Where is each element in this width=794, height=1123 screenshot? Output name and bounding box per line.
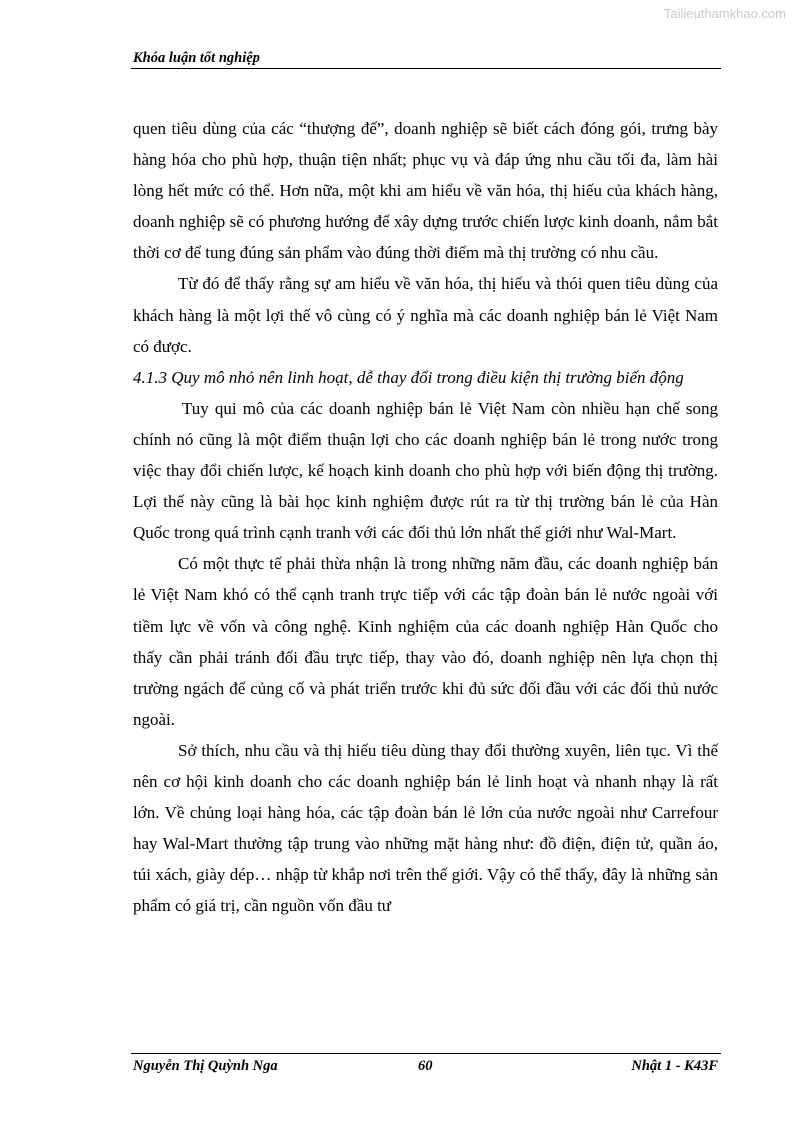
paragraph-5: Sở thích, nhu cầu và thị hiếu tiêu dùng thay đổi thường xuyên, liên tục. Vì thế nên cơ hội kinh doanh cho các doanh nghiệp bán lẻ linh hoạt và nhanh nhạy là rất lớn. Về chủng loại hàng hóa, các tập đoàn bán lẻ lớn của nước ngoài như Carrefour hay Wal-Mart thường tập trung vào những mặt hàng như: đồ điện, điện tử, quần áo, túi xách, giày dép… nhập từ khắp nơi trên thế giới. Vậy có thể thấy, đây là những sản phẩm có giá trị, cần nguồn vốn đầu tư	[133, 740, 718, 916]
paragraph-3: Tuy qui mô của các doanh nghiệp bán lẻ Việt Nam còn nhiều hạn chế song chính nó cũng là một điểm thuận lợi cho các doanh nghiệp bán lẻ trong nước trong việc thay đổi chiến lược, kế hoạch kinh doanh cho phù hợp với biến động thị trường. Lợi thế này cũng là bài học kinh nghiệm được rút ra từ thị trường bán lẻ của Hàn Quốc trong quá trình cạnh tranh với các đối thủ lớn nhất thế giới như Wal-Mart.	[133, 398, 718, 543]
paragraph-4: Có một thực tế phải thừa nhận là trong những năm đầu, các doanh nghiệp bán lẻ Việt Nam khó có thể cạnh tranh trực tiếp với các tập đoàn bán lẻ nước ngoài với tiềm lực về vốn và công nghệ. Kinh nghiệm của các doanh nghiệp Hàn Quốc cho thấy cần phải tránh đối đầu trực tiếp, thay vào đó, doanh nghiệp nên lựa chọn thị trường ngách để củng cố và phát triển trước khi đủ sức đối đầu với các đối thủ nước ngoài.	[133, 554, 718, 729]
page-footer	[133, 1058, 718, 1078]
page-body	[133, 113, 718, 921]
watermark-text: Tailieuthamkhao.com	[663, 6, 786, 21]
section-heading-4-1-3: 4.1.3 Quy mô nhỏ nên linh hoạt, dễ thay đổi trong điều kiện thị trường biến động	[133, 367, 684, 387]
paragraph-1: quen tiêu dùng của các “thượng đế”, doanh nghiệp sẽ biết cách đóng gói, trưng bày hàng hóa cho phù hợp, thuận tiện nhất; phục vụ và đáp ứng nhu cầu tối đa, làm hài lòng hết mức có thể. Hơn nữa, một khi am hiểu về văn hóa, thị hiếu của khách hàng, doanh nghiệp sẽ có phương hướng để xây dựng trước chiến lược kinh doanh, nắm bắt thời cơ để tung đúng sản phẩm vào đúng thời điểm mà thị trường có nhu cầu.	[133, 119, 718, 263]
footer-divider	[131, 1053, 721, 1054]
footer-author: Nguyễn Thị Quỳnh Nga	[133, 1058, 278, 1074]
page-header-title: Khóa luận tốt nghiệp	[133, 50, 260, 66]
page-number: 60	[418, 1058, 433, 1074]
paragraph-2: Từ đó để thấy rằng sự am hiểu về văn hóa, thị hiếu và thói quen tiêu dùng của khách hàng là một lợi thế vô cùng có ý nghĩa mà các doanh nghiệp bán lẻ Việt Nam có được.	[133, 274, 718, 356]
footer-class-name: Nhật 1 - K43F	[631, 1058, 718, 1074]
header-divider	[131, 68, 721, 69]
